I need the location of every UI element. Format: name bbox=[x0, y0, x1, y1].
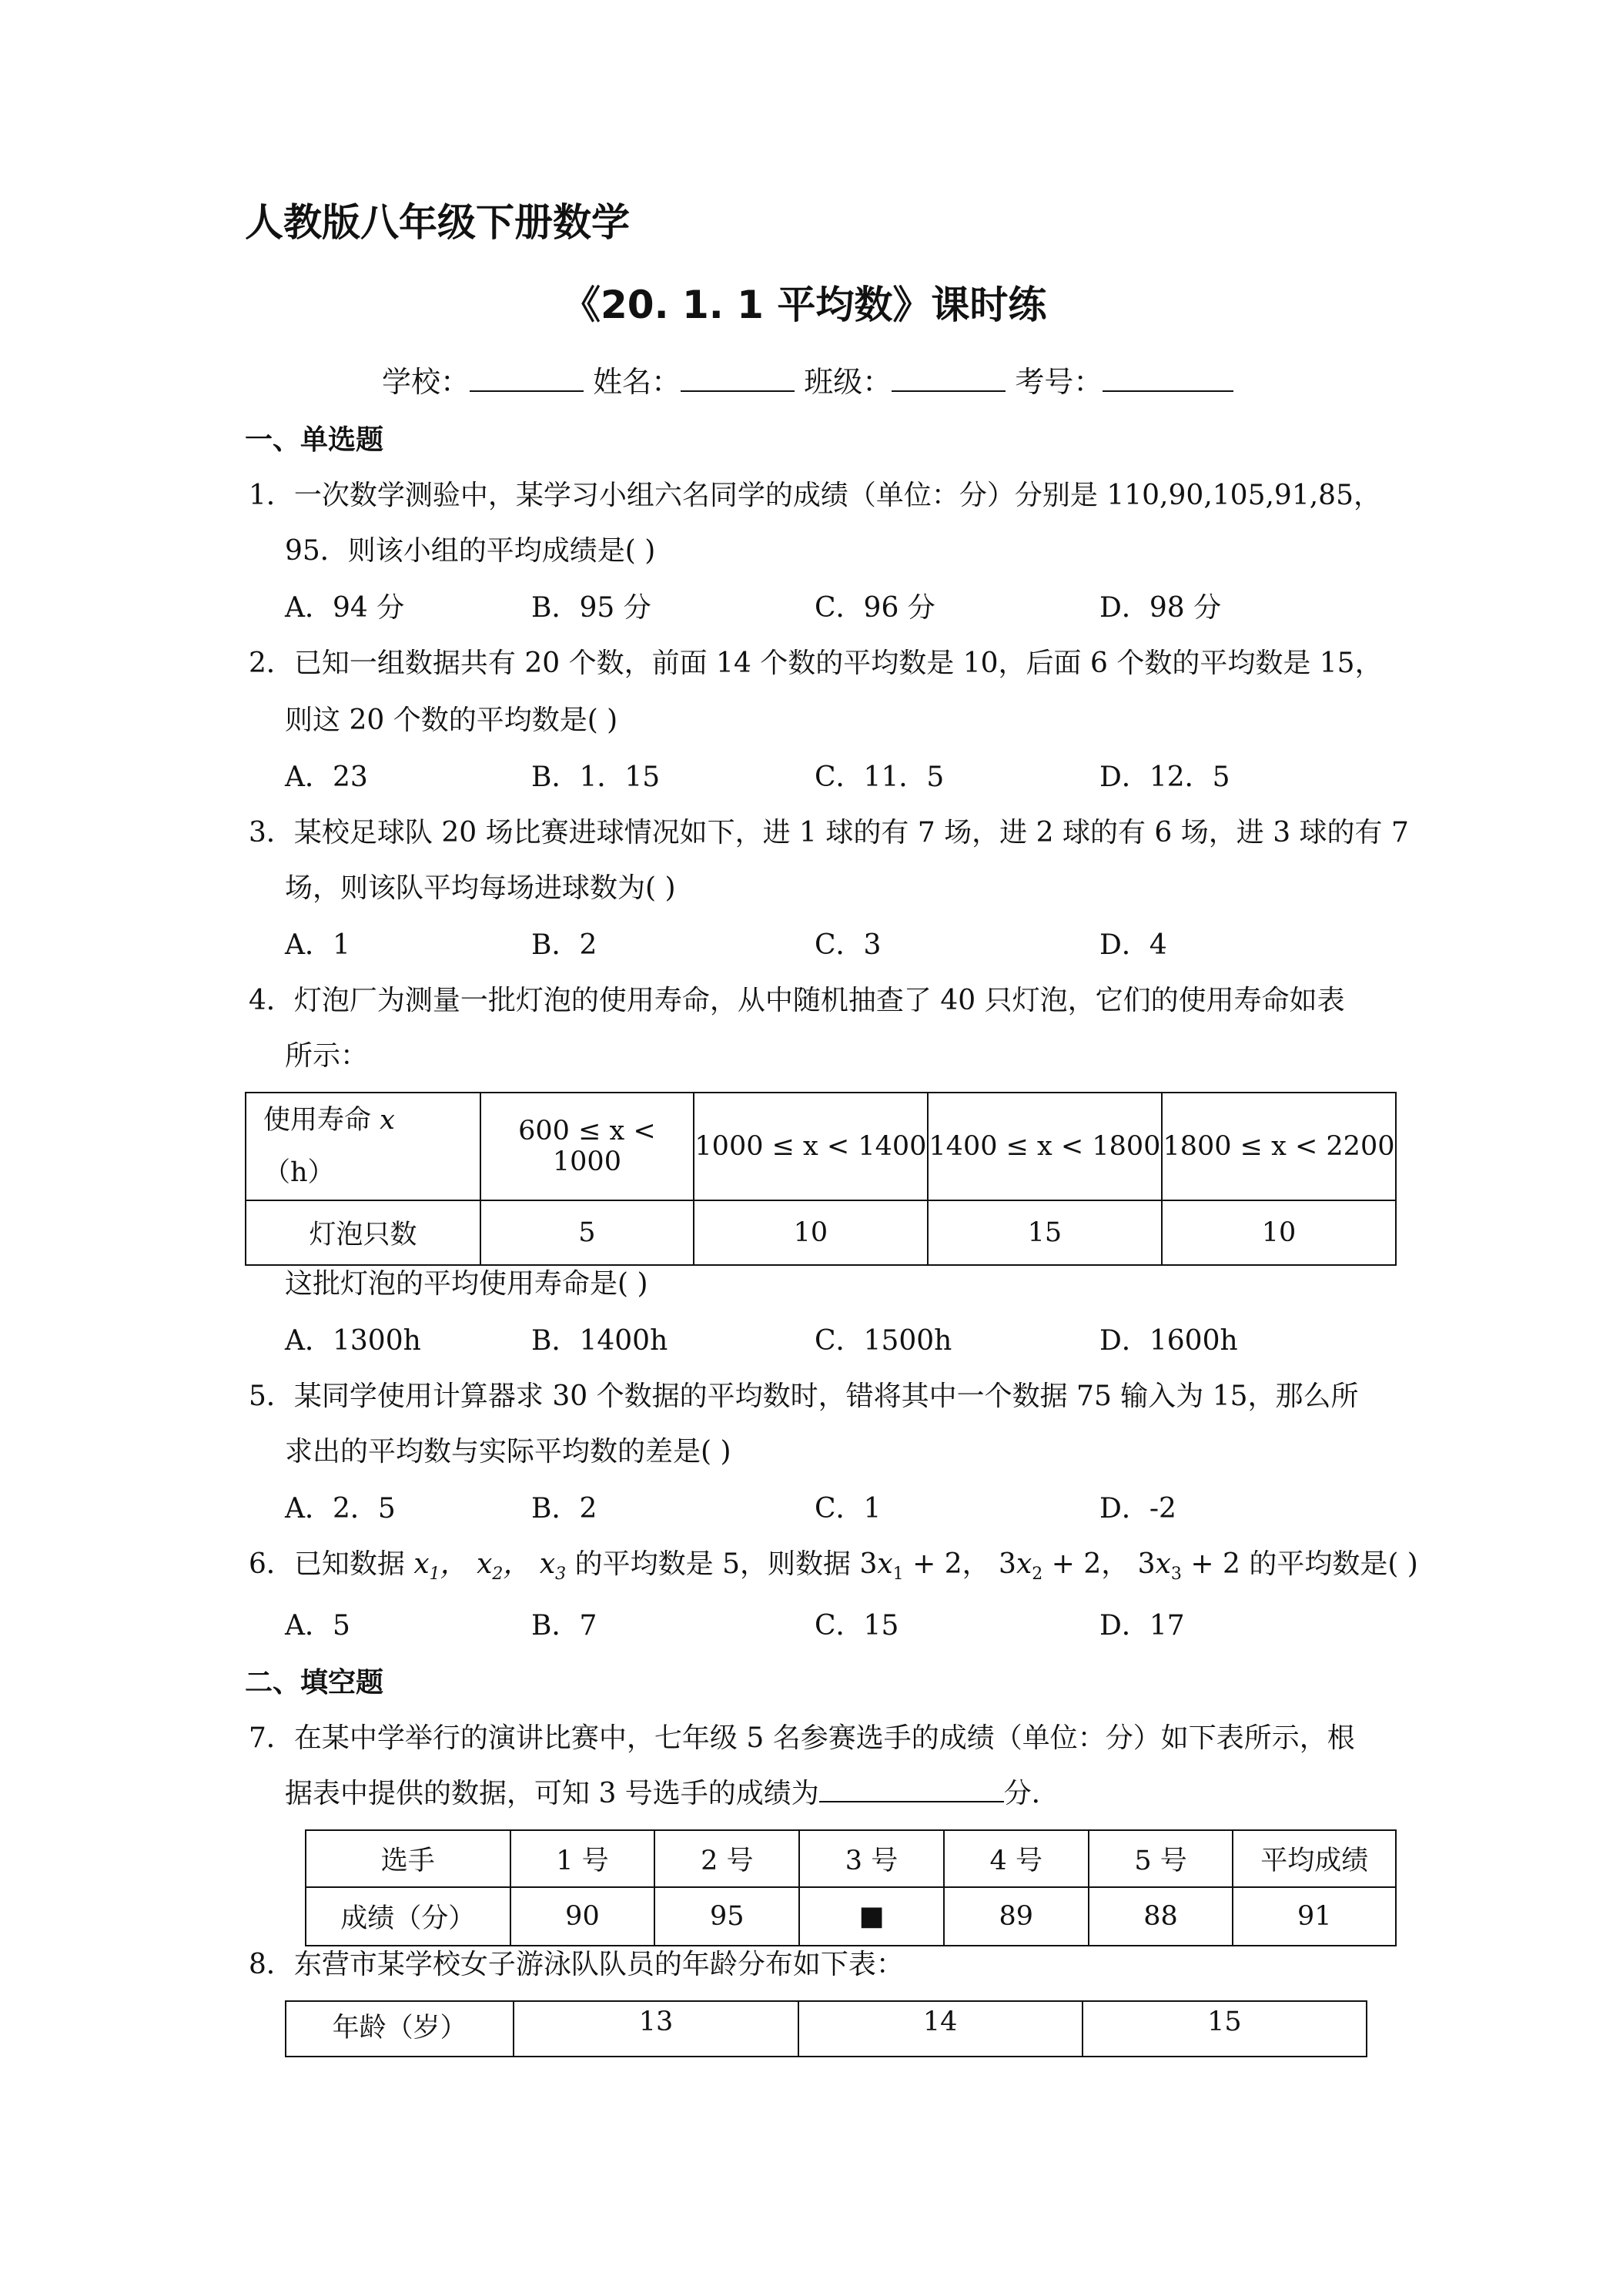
range-cell-3: 1400 ≤ x < 1800 bbox=[928, 1093, 1162, 1200]
subject-heading: 人教版八年级下册数学 bbox=[245, 200, 630, 245]
q4-line1: 4．灯泡厂为测量一批灯泡的使用寿命，从中随机抽查了 40 只灯泡，它们的使用寿命如表 bbox=[249, 985, 1345, 1016]
score-header-2: 2 号 bbox=[654, 1830, 799, 1887]
lifetime-header-unit: （h） bbox=[263, 1157, 335, 1188]
swim-age-table bbox=[285, 2000, 1367, 2057]
score-cell-4: 89 bbox=[944, 1887, 1089, 1946]
q1-option-b[interactable]: B．95 分 bbox=[531, 592, 651, 624]
section2-heading: 二、填空题 bbox=[245, 1667, 384, 1699]
score-cell-5: 88 bbox=[1089, 1887, 1233, 1946]
lifetime-header-cell bbox=[246, 1093, 480, 1200]
score-cell-2: 95 bbox=[654, 1887, 799, 1946]
age-cell-15: 15 bbox=[1083, 2001, 1367, 2057]
q5-line2: 求出的平均数与实际平均数的差是( ) bbox=[285, 1436, 731, 1468]
class-blank[interactable] bbox=[892, 367, 1006, 392]
age-label-cell: 年龄（岁） bbox=[286, 2001, 514, 2057]
q6-option-b[interactable]: B．7 bbox=[531, 1610, 597, 1642]
q1-line2: 95．则该小组的平均成绩是( ) bbox=[285, 535, 656, 567]
exam-number-label: 考号： bbox=[1015, 365, 1103, 399]
score-cell-3-hidden: ■ bbox=[799, 1887, 944, 1946]
q2-line2: 则这 20 个数的平均数是( ) bbox=[285, 705, 618, 736]
name-blank[interactable] bbox=[681, 367, 795, 392]
school-label: 学校： bbox=[382, 365, 470, 399]
q6-expressions: $3x_1 + 2$， $3x_2 + 2$， $3x_3 + 2$ bbox=[859, 1548, 1250, 1585]
q2-option-c[interactable]: C．11．5 bbox=[815, 761, 945, 793]
q3-line1: 3．某校足球队 20 场比赛进球情况如下，进 1 球的有 7 场，进 2 球的有 6 场，进 3 球的有 7 bbox=[249, 817, 1409, 848]
q5-option-a[interactable]: A．2．5 bbox=[285, 1493, 396, 1525]
q6-option-d[interactable]: D．17 bbox=[1099, 1610, 1185, 1642]
q3-option-d[interactable]: D．4 bbox=[1099, 929, 1167, 961]
age-cell-13: 13 bbox=[514, 2001, 798, 2057]
q4-option-d[interactable]: D．1600h bbox=[1099, 1325, 1238, 1357]
name-label: 姓名： bbox=[593, 365, 681, 399]
score-cell-1: 90 bbox=[510, 1887, 655, 1946]
q6-line1 bbox=[249, 1548, 1418, 1591]
count-cell-1: 5 bbox=[480, 1200, 694, 1265]
range-cell-1: 600 ≤ x < 1000 bbox=[480, 1093, 694, 1200]
q5-line1: 5．某同学使用计算器求 30 个数据的平均数时，错将其中一个数据 75 输入为 15，那么所 bbox=[249, 1381, 1359, 1412]
q1-line1: 1．一次数学测验中，某学习小组六名同学的成绩（单位：分）分别是 110,90,105,91,85， bbox=[249, 480, 1381, 511]
lifetime-header-label: 使用寿命 bbox=[263, 1105, 372, 1136]
q7-line2 bbox=[285, 1777, 1059, 1811]
bulb-lifetime-table bbox=[245, 1092, 1397, 1266]
q4-option-b[interactable]: B．1400h bbox=[531, 1325, 668, 1357]
count-cell-4: 10 bbox=[1162, 1200, 1396, 1265]
q3-option-b[interactable]: B．2 bbox=[531, 929, 597, 961]
score-row-label: 成绩（分） bbox=[306, 1887, 510, 1946]
q6-text-c: 的平均数是( ) bbox=[1249, 1548, 1418, 1580]
score-cell-average: 91 bbox=[1233, 1887, 1396, 1946]
bulb-count-label: 灯泡只数 bbox=[246, 1200, 480, 1265]
q2-option-b[interactable]: B．1．15 bbox=[531, 761, 661, 793]
exam-number-blank[interactable] bbox=[1103, 367, 1233, 392]
q5-option-c[interactable]: C．1 bbox=[815, 1493, 882, 1525]
q6-option-c[interactable]: C．15 bbox=[815, 1610, 899, 1642]
q7-text-b: 分． bbox=[1003, 1778, 1059, 1809]
q2-option-a[interactable]: A．23 bbox=[285, 761, 368, 793]
section1-heading: 一、单选题 bbox=[245, 424, 384, 456]
speech-score-table bbox=[305, 1829, 1397, 1946]
page-title: 《20. 1. 1 平均数》课时练 bbox=[562, 283, 1047, 327]
q6-option-a[interactable]: A．5 bbox=[285, 1610, 350, 1642]
q7-line1: 7．在某中学举行的演讲比赛中，七年级 5 名参赛选手的成绩（单位：分）如下表所示，根 bbox=[249, 1722, 1355, 1754]
age-cell-14: 14 bbox=[798, 2001, 1083, 2057]
q5-option-d[interactable]: D．-2 bbox=[1099, 1493, 1176, 1525]
q1-option-c[interactable]: C．96 分 bbox=[815, 592, 935, 624]
q2-option-d[interactable]: D．12．5 bbox=[1099, 761, 1230, 793]
q5-option-b[interactable]: B．2 bbox=[531, 1493, 597, 1525]
q7-answer-blank[interactable] bbox=[819, 1778, 1004, 1802]
q6-vars: $x_1$， $x_2$， $x_3$ bbox=[413, 1548, 567, 1585]
q4-option-a[interactable]: A．1300h bbox=[285, 1325, 421, 1357]
q1-option-a[interactable]: A．94 分 bbox=[285, 592, 405, 624]
q4-line3: 这批灯泡的平均使用寿命是( ) bbox=[285, 1268, 648, 1300]
class-label: 班级： bbox=[804, 365, 892, 399]
count-cell-2: 10 bbox=[694, 1200, 928, 1265]
q4-option-c[interactable]: C．1500h bbox=[815, 1325, 952, 1357]
range-cell-2: 1000 ≤ x < 1400 bbox=[694, 1093, 928, 1200]
q1-option-d[interactable]: D．98 分 bbox=[1099, 592, 1222, 624]
q6-text-b: 的平均数是 5，则数据 bbox=[574, 1548, 851, 1580]
q3-option-a[interactable]: A．1 bbox=[285, 929, 350, 961]
score-header-3: 3 号 bbox=[799, 1830, 944, 1887]
school-blank[interactable] bbox=[470, 367, 584, 392]
q3-option-c[interactable]: C．3 bbox=[815, 929, 882, 961]
range-cell-4: 1800 ≤ x < 2200 bbox=[1162, 1093, 1396, 1200]
lifetime-header-var: x bbox=[380, 1105, 395, 1136]
q4-line2: 所示： bbox=[285, 1040, 369, 1072]
score-header-1: 1 号 bbox=[510, 1830, 655, 1887]
score-header-5: 5 号 bbox=[1089, 1830, 1233, 1887]
q8-line1: 8．东营市某学校女子游泳队队员的年龄分布如下表： bbox=[249, 1949, 904, 1980]
q6-text-a: 6．已知数据 bbox=[249, 1548, 405, 1580]
q3-line2: 场，则该队平均每场进球数为( ) bbox=[285, 872, 676, 904]
q2-line1: 2．已知一组数据共有 20 个数，前面 14 个数的平均数是 10，后面 6 个数的平均数是 15， bbox=[249, 648, 1383, 679]
score-header-contestant: 选手 bbox=[306, 1830, 510, 1887]
student-info-line bbox=[382, 365, 1233, 399]
score-header-4: 4 号 bbox=[944, 1830, 1089, 1887]
score-header-average: 平均成绩 bbox=[1233, 1830, 1396, 1887]
q7-text-a: 据表中提供的数据，可知 3 号选手的成绩为 bbox=[285, 1778, 819, 1809]
count-cell-3: 15 bbox=[928, 1200, 1162, 1265]
